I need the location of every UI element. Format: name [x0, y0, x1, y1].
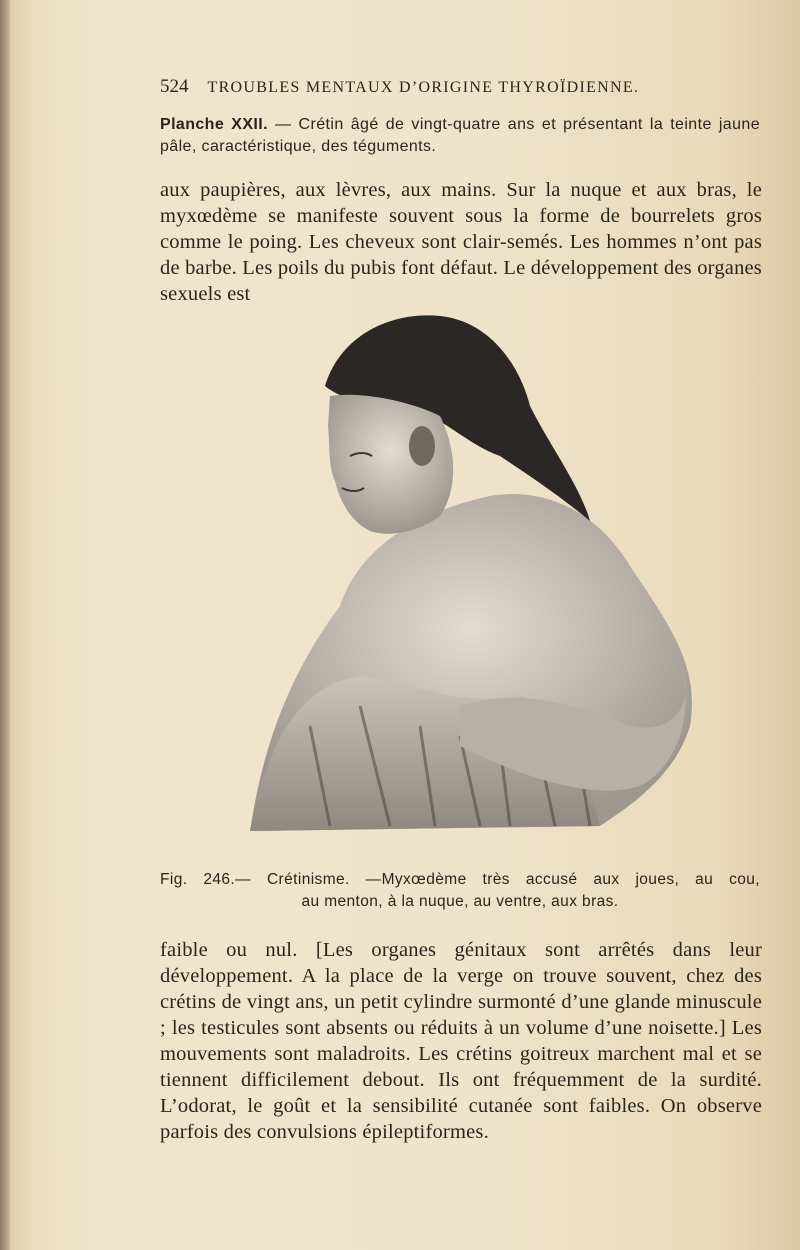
figure-photograph — [160, 306, 760, 836]
caption-line-2: au menton, à la nuque, au ventre, aux bras. — [301, 893, 619, 910]
running-title: TROUBLES MENTAUX D’ORIGINE THYROÏDIENNE. — [207, 79, 640, 96]
plate-caption — [160, 114, 760, 158]
caption-line-1: Fig. 246.— Crétinisme. —Myxœdème très accusé aux joues, au cou, — [160, 871, 760, 888]
plate-label: Planche XXII. — [160, 116, 268, 133]
plate-text: — Crétin âgé de vingt-quatre ans et présentant la teinte jaune pâle, caractéristique, des téguments. — [160, 116, 761, 155]
photograph-cretin-woman-profile-icon — [160, 306, 760, 836]
figure-caption — [160, 869, 760, 913]
body-paragraph-2: faible ou nul. [Les organes génitaux sont arrêtés dans leur développement. A la place de la verge on trouve souvent, chez des crétins de vingt ans, un petit cylindre surmonté d’une glande minuscule ; les testicules sont absents ou réduits à un volume d’une noisette.] Les mouvements sont maladroits. Les crétins goitreux marchent mal et se tiennent difficilement debout. Ils ont fréquemment de la surdité. L’odorat, le goût et la sensibilité cutanée sont faibles. On observe parfois des convulsions épileptiformes. — [160, 939, 762, 1143]
body-paragraph-1: aux paupières, aux lèvres, aux mains. Sur la nuque et aux bras, le myxœdème se manifeste souvent sous la forme de bourrelets gros comme le poing. Les cheveux sont clair-semés. Les hommes n’ont pas de barbe. Les poils du pubis font défaut. Le développement des organes sexuels est — [160, 179, 762, 305]
page-edge-shadow — [0, 0, 10, 1250]
running-header — [160, 76, 760, 98]
page-number: 524 — [160, 76, 189, 97]
